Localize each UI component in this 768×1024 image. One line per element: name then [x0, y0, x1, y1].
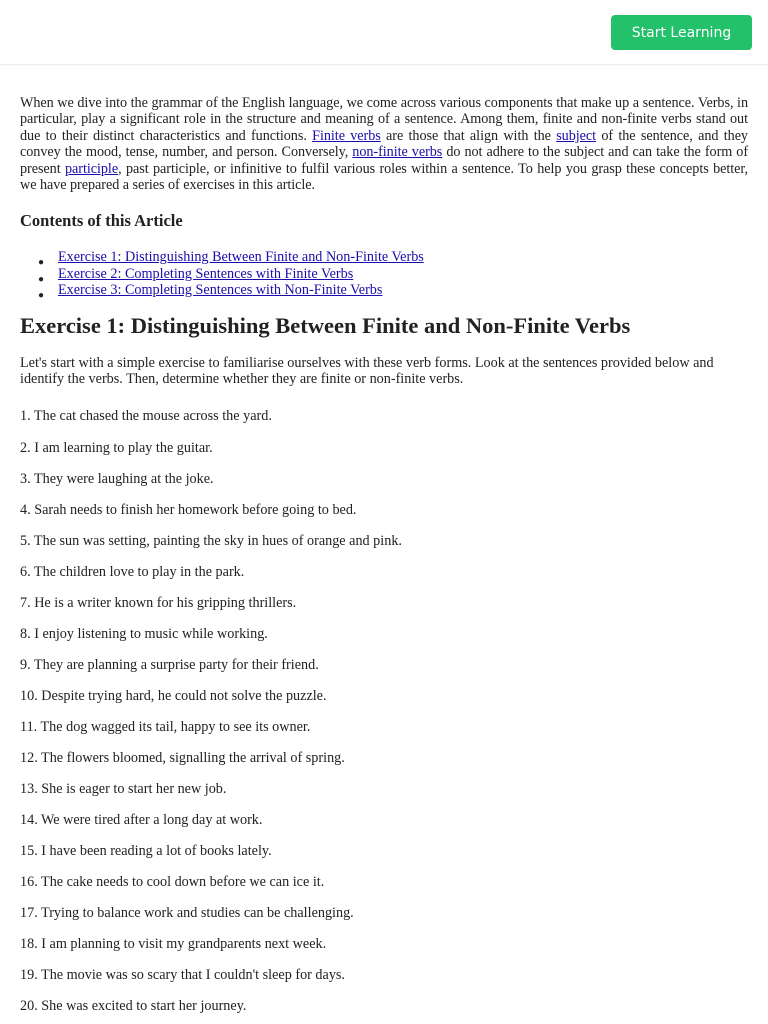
sentence-item: 3. They were laughing at the joke.	[20, 470, 214, 487]
sentence-item: 2. I am learning to play the guitar.	[20, 439, 213, 456]
sentence-item: 14. We were tired after a long day at work.	[20, 812, 263, 829]
intro-text-1: When we dive into the grammar of the English language, we come across various components that make up a sentence. Verbs, in particular, play a significant role in the structure and meaning of a sentence. Among them, finite and non-finite verbs stand out due to their distinct characteristics and functions.	[20, 95, 748, 144]
sentence-item: 7. He is a writer known for his gripping thrillers.	[20, 594, 297, 611]
sentence-item: 9. They are planning a surprise party for their friend.	[20, 656, 319, 673]
bullet-icon: ●	[38, 257, 45, 269]
sentence-item: 17. Trying to balance work and studies can be challenging.	[20, 905, 354, 922]
table-of-contents	[20, 249, 748, 302]
sentence-item: 18. I am planning to visit my grandparents next week.	[20, 936, 327, 953]
intro-text-2: are those that align with the	[380, 127, 557, 144]
sentence-item: 1. The cat chased the mouse across the yard.	[20, 408, 272, 425]
toc-link-exercise-1[interactable]: Exercise 1: Distinguishing Between Finite and Non-Finite Verbs	[58, 249, 424, 266]
intro-text-4: do not adhere to the subject and can take the form of present	[20, 144, 748, 177]
sentence-item: 20. She was excited to start her journey.	[20, 998, 247, 1015]
intro-text-5: , past participle, or infinitive to fulfil various roles within a sentence. To help you grasp these concepts better, we have prepared a series of exercises in this article.	[20, 160, 748, 194]
top-bar	[0, 0, 768, 65]
toc-item	[38, 249, 748, 269]
subject-link[interactable]: subject	[556, 127, 597, 144]
sentence-item: 4. Sarah needs to finish her homework before going to bed.	[20, 501, 357, 518]
sentence-item: 19. The movie was so scary that I couldn't sleep for days.	[20, 967, 345, 984]
finite-verbs-link[interactable]: Finite verbs	[312, 127, 381, 144]
non-finite-verbs-link[interactable]: non-finite verbs	[352, 144, 443, 161]
sentence-item: 6. The children love to play in the park.	[20, 563, 245, 580]
sentence-item: 12. The flowers bloomed, signalling the arrival of spring.	[20, 749, 345, 766]
start-learning-button[interactable]: Start Learning	[611, 15, 752, 50]
toc-link-exercise-3[interactable]: Exercise 3: Completing Sentences with Non-Finite Verbs	[58, 282, 383, 299]
toc-link-exercise-2[interactable]: Exercise 2: Completing Sentences with Finite Verbs	[58, 265, 354, 282]
bullet-icon: ●	[38, 273, 45, 285]
intro-text-3: of the sentence, and they convey the mood, tense, number, and person. Conversely,	[20, 127, 748, 161]
sentence-item: 10. Despite trying hard, he could not solve the puzzle.	[20, 687, 327, 704]
sentence-item: 8. I enjoy listening to music while working.	[20, 625, 268, 642]
sentence-item: 11. The dog wagged its tail, happy to see its owner.	[20, 718, 311, 735]
toc-title: Contents of this Article	[20, 211, 183, 231]
exercise-1-intro: Let's start with a simple exercise to familiarise ourselves with these verb forms. Look at the sentences provided below and identify the verbs. Then, determine whether they are finite or non-finite verbs.	[20, 354, 714, 388]
article-content	[0, 65, 768, 1022]
sentence-item: 15. I have been reading a lot of books lately.	[20, 843, 272, 860]
sentence-item: 13. She is eager to start her new job.	[20, 781, 227, 798]
exercise-1-heading: Exercise 1: Distinguishing Between Finite and Non-Finite Verbs	[20, 312, 631, 338]
participle-link[interactable]: participle	[65, 160, 119, 177]
sentence-item: 5. The sun was setting, painting the sky in hues of orange and pink.	[20, 532, 402, 549]
toc-item	[38, 282, 748, 302]
intro-paragraph	[20, 95, 748, 193]
sentence-item: 16. The cake needs to cool down before we can ice it.	[20, 874, 325, 891]
toc-item	[38, 265, 748, 285]
exercise-1-sentence-list	[20, 401, 748, 1022]
bullet-icon: ●	[38, 290, 45, 302]
